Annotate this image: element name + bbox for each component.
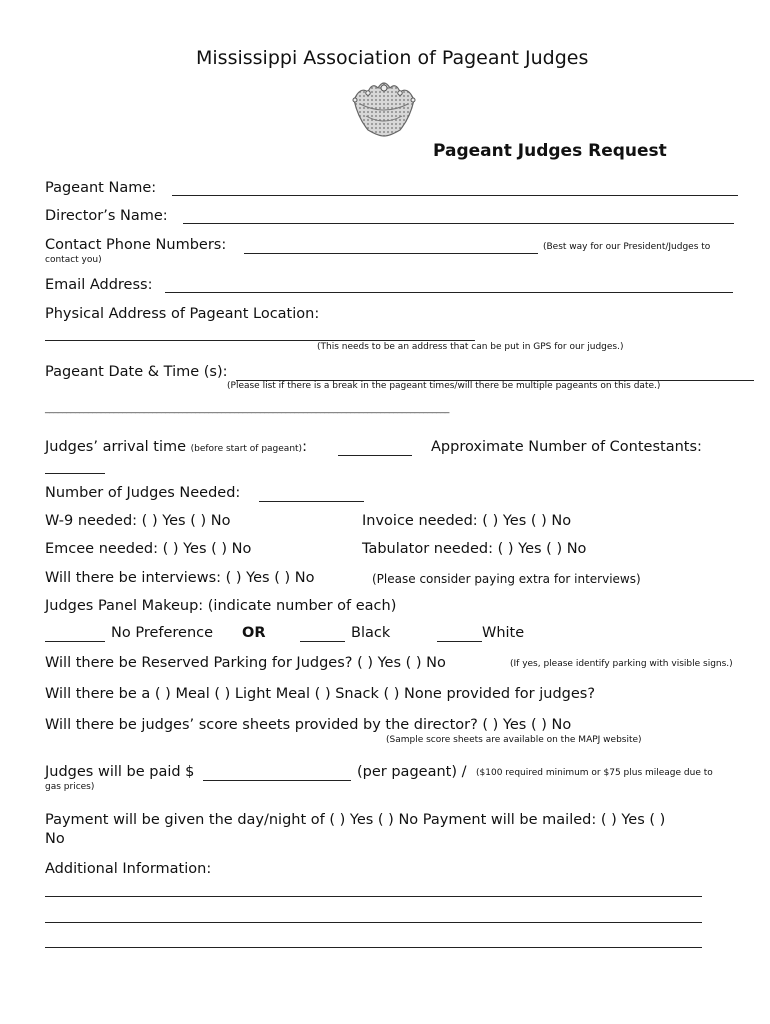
- panel-makeup-label: Judges Panel Makeup: (indicate number of each): [45, 598, 397, 614]
- pageant-name-label: Pageant Name:: [45, 180, 157, 196]
- paid-note-cont: gas prices): [45, 782, 95, 792]
- director-name-field[interactable]: [183, 223, 734, 224]
- crown-icon: [350, 78, 418, 138]
- date-time-field-2[interactable]: ______________________________________________________________________________________________: [45, 404, 450, 414]
- contestants-field[interactable]: [45, 473, 105, 474]
- black-label: Black: [351, 625, 391, 641]
- white-field[interactable]: [437, 641, 482, 642]
- payment-options-cont[interactable]: No: [45, 831, 65, 847]
- form-title: Pageant Judges Request: [433, 141, 667, 161]
- parking-options[interactable]: Will there be Reserved Parking for Judges? ( ) Yes ( ) No: [45, 655, 446, 671]
- date-note: (Please list if there is a break in the pageant times/will there be multiple pageants on this date.): [227, 381, 661, 391]
- tabulator-options[interactable]: Tabulator needed: ( ) Yes ( ) No: [362, 541, 587, 557]
- judges-needed-field[interactable]: [259, 501, 364, 502]
- additional-info-line-3[interactable]: [45, 947, 702, 948]
- contact-note: (Best way for our President/Judges to: [543, 242, 711, 252]
- date-time-label: Pageant Date & Time (s):: [45, 364, 228, 380]
- director-name-label: Director’s Name:: [45, 208, 168, 224]
- contact-note-cont: contact you): [45, 255, 102, 265]
- no-preference-field[interactable]: [45, 641, 105, 642]
- no-preference-label: No Preference: [111, 625, 214, 641]
- contact-phone-label: Contact Phone Numbers:: [45, 237, 227, 253]
- arrival-line: [45, 439, 307, 455]
- interviews-options[interactable]: Will there be interviews: ( ) Yes ( ) No: [45, 570, 315, 586]
- meal-options[interactable]: Will there be a ( ) Meal ( ) Light Meal ( ) Snack ( ) None provided for judges?: [45, 686, 596, 702]
- score-note: (Sample score sheets are available on the MAPJ website): [386, 735, 642, 745]
- additional-info-line-2[interactable]: [45, 922, 702, 923]
- arrival-time-field[interactable]: [338, 455, 412, 456]
- contact-phone-field[interactable]: [244, 253, 538, 254]
- arrival-note: (before start of pageant): [190, 444, 303, 454]
- emcee-options[interactable]: Emcee needed: ( ) Yes ( ) No: [45, 541, 252, 557]
- pageant-name-field[interactable]: [172, 195, 738, 196]
- paid-label: Judges will be paid $: [45, 764, 195, 780]
- email-label: Email Address:: [45, 277, 153, 293]
- email-field[interactable]: [165, 292, 733, 293]
- arrival-colon: :: [302, 439, 307, 455]
- invoice-options[interactable]: Invoice needed: ( ) Yes ( ) No: [362, 513, 572, 529]
- additional-info-line-1[interactable]: [45, 896, 702, 897]
- score-sheets-options[interactable]: Will there be judges’ score sheets provided by the director? ( ) Yes ( ) No: [45, 717, 572, 733]
- address-note: (This needs to be an address that can be put in GPS for our judges.): [317, 342, 624, 352]
- black-field[interactable]: [300, 641, 345, 642]
- white-label: White: [482, 625, 525, 641]
- address-label: Physical Address of Pageant Location:: [45, 306, 320, 322]
- paid-note: ($100 required minimum or $75 plus mileage due to: [476, 768, 713, 778]
- or-label: OR: [242, 625, 266, 641]
- payment-options[interactable]: Payment will be given the day/night of ( ) Yes ( ) No Payment will be mailed: ( ) Yes ( ): [45, 812, 666, 828]
- paid-per-label: (per pageant) /: [357, 764, 467, 780]
- contestants-label: Approximate Number of Contestants:: [431, 439, 702, 455]
- parking-note: (If yes, please identify parking with visible signs.): [510, 659, 733, 669]
- w9-options[interactable]: W-9 needed: ( ) Yes ( ) No: [45, 513, 231, 529]
- additional-info-label: Additional Information:: [45, 861, 212, 877]
- org-title: Mississippi Association of Pageant Judges: [196, 47, 589, 69]
- address-field[interactable]: [45, 340, 475, 341]
- paid-amount-field[interactable]: [203, 780, 351, 781]
- interviews-note: (Please consider paying extra for interviews): [372, 572, 641, 586]
- arrival-label: Judges’ arrival time: [45, 439, 187, 455]
- judges-needed-label: Number of Judges Needed:: [45, 485, 241, 501]
